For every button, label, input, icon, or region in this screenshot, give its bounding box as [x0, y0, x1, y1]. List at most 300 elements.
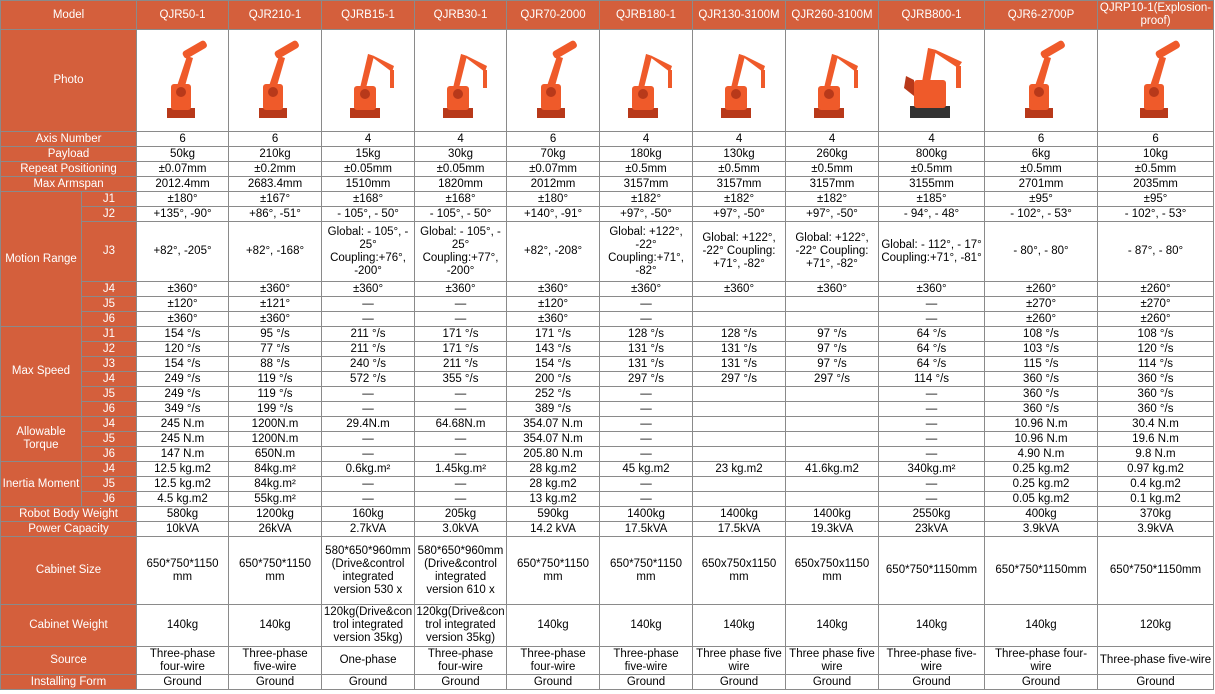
spec-value: 119 °/s	[229, 372, 322, 387]
spec-value: 29.4N.m	[322, 417, 415, 432]
spec-value: Global: - 105°, - 25° Coupling:+77°, -200°	[415, 222, 507, 282]
spec-value: +97°, -50°	[693, 207, 786, 222]
model-name: QJRB15-1	[322, 1, 415, 30]
robot-photo-icon	[892, 36, 972, 126]
spec-value: - 102°, - 53°	[985, 207, 1098, 222]
spec-value: ±120°	[137, 297, 229, 312]
spec-value: - 87°, - 80°	[1098, 222, 1214, 282]
spec-value: ±167°	[229, 192, 322, 207]
spec-value: 0.25 kg.m2	[985, 477, 1098, 492]
spec-value: Three-phase five-wire	[600, 647, 693, 675]
spec-value: Ground	[786, 675, 879, 690]
spec-value: 12.5 kg.m2	[137, 462, 229, 477]
spec-value: 64.68N.m	[415, 417, 507, 432]
spec-value	[786, 417, 879, 432]
spec-value: ±0.5mm	[600, 162, 693, 177]
spec-value: 17.5kVA	[693, 522, 786, 537]
spec-value: 4.90 N.m	[985, 447, 1098, 462]
row-label: Cabinet Weight	[1, 605, 137, 647]
spec-value: 2012.4mm	[137, 177, 229, 192]
spec-value: 30kg	[415, 147, 507, 162]
spec-value: 84kg.m²	[229, 462, 322, 477]
spec-value: 97 °/s	[786, 342, 879, 357]
spec-value: 650*750*1150 mm	[600, 537, 693, 605]
spec-value: 19.3kVA	[786, 522, 879, 537]
spec-value: - 94°, - 48°	[879, 207, 985, 222]
spec-value: 0.25 kg.m2	[985, 462, 1098, 477]
spec-value: ±360°	[879, 282, 985, 297]
spec-value: 28 kg.m2	[507, 477, 600, 492]
spec-value: 131 °/s	[693, 342, 786, 357]
spec-value: 6kg	[985, 147, 1098, 162]
spec-value: 10.96 N.m	[985, 417, 1098, 432]
spec-value: ±360°	[600, 282, 693, 297]
joint-label: J5	[82, 297, 137, 312]
spec-value: 245 N.m	[137, 432, 229, 447]
spec-value	[786, 477, 879, 492]
spec-value: 15kg	[322, 147, 415, 162]
spec-value: —	[322, 297, 415, 312]
spec-value: ±270°	[1098, 297, 1214, 312]
spec-value: 13 kg.m2	[507, 492, 600, 507]
model-name: QJRP10-1(Explosion-proof)	[1098, 1, 1214, 30]
spec-value: 128 °/s	[600, 327, 693, 342]
spec-value: 17.5kVA	[600, 522, 693, 537]
spec-value: Three-phase five-wire	[1098, 647, 1214, 675]
spec-value: Three-phase four-wire	[985, 647, 1098, 675]
spec-value: 650x750x1150 mm	[786, 537, 879, 605]
spec-value: 180kg	[600, 147, 693, 162]
spec-value: 205kg	[415, 507, 507, 522]
model-name: QJR210-1	[229, 1, 322, 30]
spec-value: - 105°, - 50°	[415, 207, 507, 222]
spec-value: —	[879, 387, 985, 402]
spec-value: 650*750*1150 mm	[229, 537, 322, 605]
robot-photo-icon	[792, 36, 872, 126]
spec-value: 3157mm	[786, 177, 879, 192]
spec-value: 103 °/s	[985, 342, 1098, 357]
spec-value: 154 °/s	[137, 357, 229, 372]
joint-label: J6	[82, 312, 137, 327]
spec-value: —	[322, 312, 415, 327]
spec-value: 360 °/s	[985, 402, 1098, 417]
photo-label: Photo	[1, 30, 137, 132]
spec-value: 2683.4mm	[229, 177, 322, 192]
spec-value: —	[322, 477, 415, 492]
spec-value: 4.5 kg.m2	[137, 492, 229, 507]
spec-value: 140kg	[229, 605, 322, 647]
spec-value: 340kg.m²	[879, 462, 985, 477]
spec-value: ±0.5mm	[985, 162, 1098, 177]
spec-value: 97 °/s	[786, 357, 879, 372]
robot-photo-cell	[985, 30, 1098, 132]
robot-photo-cell	[1098, 30, 1214, 132]
spec-value: ±0.05mm	[415, 162, 507, 177]
model-name: QJR130-3100M	[693, 1, 786, 30]
spec-value: 131 °/s	[600, 357, 693, 372]
spec-value: —	[322, 387, 415, 402]
spec-value: 95 °/s	[229, 327, 322, 342]
spec-value: ±120°	[507, 297, 600, 312]
spec-value: 4	[322, 132, 415, 147]
spec-value	[693, 297, 786, 312]
spec-value: 650x750x1150 mm	[693, 537, 786, 605]
robot-photo-icon	[1116, 36, 1196, 126]
spec-value: 360 °/s	[1098, 387, 1214, 402]
spec-value: —	[415, 312, 507, 327]
spec-value: 1820mm	[415, 177, 507, 192]
joint-label: J4	[82, 372, 137, 387]
spec-value: 55kg.m²	[229, 492, 322, 507]
spec-value: 97 °/s	[786, 327, 879, 342]
joint-label: J6	[82, 447, 137, 462]
spec-value: ±360°	[137, 312, 229, 327]
spec-value: 14.2 kVA	[507, 522, 600, 537]
spec-value: 3.9kVA	[985, 522, 1098, 537]
spec-value: Ground	[322, 675, 415, 690]
spec-value: Ground	[507, 675, 600, 690]
spec-value: 580*650*960mm (Drive&control integrated version 530 x	[322, 537, 415, 605]
spec-value: ±360°	[693, 282, 786, 297]
spec-value: Three-phase four-wire	[415, 647, 507, 675]
spec-value: 360 °/s	[985, 387, 1098, 402]
spec-value: 3.0kVA	[415, 522, 507, 537]
group-label: Max Speed	[1, 327, 82, 417]
spec-value: ±95°	[1098, 192, 1214, 207]
robot-photo-cell	[786, 30, 879, 132]
spec-value: 650*750*1150 mm	[137, 537, 229, 605]
spec-value: ±0.07mm	[507, 162, 600, 177]
spec-value: —	[879, 402, 985, 417]
spec-value: 77 °/s	[229, 342, 322, 357]
spec-value: 154 °/s	[507, 357, 600, 372]
spec-value: +135°, -90°	[137, 207, 229, 222]
robot-photo-cell	[322, 30, 415, 132]
group-label: Allowable Torque	[1, 417, 82, 462]
spec-value: 0.6kg.m²	[322, 462, 415, 477]
joint-label: J5	[82, 387, 137, 402]
spec-value: 119 °/s	[229, 387, 322, 402]
joint-label: J6	[82, 492, 137, 507]
spec-value: ±180°	[507, 192, 600, 207]
spec-value: 199 °/s	[229, 402, 322, 417]
joint-label: J5	[82, 477, 137, 492]
spec-value: 650*750*1150 mm	[507, 537, 600, 605]
spec-value: +82°, -168°	[229, 222, 322, 282]
spec-value: ±260°	[1098, 282, 1214, 297]
spec-value: +82°, -205°	[137, 222, 229, 282]
spec-value: —	[415, 477, 507, 492]
spec-value: ±360°	[786, 282, 879, 297]
spec-value: 115 °/s	[985, 357, 1098, 372]
spec-value: —	[600, 492, 693, 507]
spec-value: 30.4 N.m	[1098, 417, 1214, 432]
spec-value	[786, 432, 879, 447]
robot-photo-icon	[235, 36, 315, 126]
spec-value: 140kg	[600, 605, 693, 647]
spec-value: Global: +122°, -22° Coupling: +71°, -82°	[786, 222, 879, 282]
spec-value: ±360°	[507, 312, 600, 327]
robot-photo-cell	[879, 30, 985, 132]
spec-value: Three phase five wire	[693, 647, 786, 675]
spec-value: 354.07 N.m	[507, 417, 600, 432]
spec-value: ±260°	[1098, 312, 1214, 327]
row-label: Repeat Positioning	[1, 162, 137, 177]
spec-value: 120 °/s	[137, 342, 229, 357]
spec-value: 1510mm	[322, 177, 415, 192]
spec-value: 140kg	[507, 605, 600, 647]
spec-value: ±360°	[322, 282, 415, 297]
spec-value: 143 °/s	[507, 342, 600, 357]
spec-value: 211 °/s	[322, 327, 415, 342]
spec-value: —	[879, 477, 985, 492]
joint-label: J4	[82, 462, 137, 477]
spec-value: 370kg	[1098, 507, 1214, 522]
spec-value: —	[415, 297, 507, 312]
spec-value: 249 °/s	[137, 387, 229, 402]
spec-value: 800kg	[879, 147, 985, 162]
spec-value: 50kg	[137, 147, 229, 162]
spec-value: ±182°	[693, 192, 786, 207]
spec-value: Global: +122°, -22° Coupling: +71°, -82°	[693, 222, 786, 282]
spec-value: 360 °/s	[985, 372, 1098, 387]
spec-value: ±182°	[786, 192, 879, 207]
spec-value: 355 °/s	[415, 372, 507, 387]
robot-photo-cell	[229, 30, 322, 132]
spec-value: ±180°	[137, 192, 229, 207]
spec-value: 2035mm	[1098, 177, 1214, 192]
model-name: QJRB800-1	[879, 1, 985, 30]
robot-photo-cell	[137, 30, 229, 132]
spec-value: 2701mm	[985, 177, 1098, 192]
spec-value: - 80°, - 80°	[985, 222, 1098, 282]
spec-value: 45 kg.m2	[600, 462, 693, 477]
robot-photo-icon	[513, 36, 593, 126]
spec-value: 349 °/s	[137, 402, 229, 417]
model-name: QJRB180-1	[600, 1, 693, 30]
spec-value: —	[415, 492, 507, 507]
spec-value: —	[600, 447, 693, 462]
spec-value: ±0.05mm	[322, 162, 415, 177]
spec-value: 1400kg	[600, 507, 693, 522]
spec-value: 590kg	[507, 507, 600, 522]
row-label: Robot Body Weight	[1, 507, 137, 522]
spec-value: 6	[985, 132, 1098, 147]
joint-label: J5	[82, 432, 137, 447]
robot-photo-cell	[415, 30, 507, 132]
spec-value: 120kg(Drive&control integrated version 35kg)	[322, 605, 415, 647]
spec-value: 2.7kVA	[322, 522, 415, 537]
spec-value: 114 °/s	[1098, 357, 1214, 372]
row-label: Cabinet Size	[1, 537, 137, 605]
spec-value: - 105°, - 50°	[322, 207, 415, 222]
spec-value: Ground	[985, 675, 1098, 690]
spec-value: 1400kg	[693, 507, 786, 522]
spec-value: 120kg	[1098, 605, 1214, 647]
spec-value: 131 °/s	[693, 357, 786, 372]
spec-value: 64 °/s	[879, 357, 985, 372]
joint-label: J2	[82, 207, 137, 222]
spec-value: —	[600, 402, 693, 417]
model-name: QJR70-2000	[507, 1, 600, 30]
joint-label: J3	[82, 357, 137, 372]
spec-value: —	[415, 447, 507, 462]
spec-value: 6	[1098, 132, 1214, 147]
spec-value: 360 °/s	[1098, 372, 1214, 387]
spec-value: —	[600, 297, 693, 312]
spec-value: Ground	[137, 675, 229, 690]
spec-value: 252 °/s	[507, 387, 600, 402]
spec-value: 140kg	[786, 605, 879, 647]
spec-value: 3157mm	[693, 177, 786, 192]
spec-value: —	[600, 477, 693, 492]
spec-value: —	[415, 402, 507, 417]
spec-value: —	[600, 432, 693, 447]
spec-value: ±95°	[985, 192, 1098, 207]
spec-value: 140kg	[985, 605, 1098, 647]
spec-value: 1200kg	[229, 507, 322, 522]
spec-value: 120 °/s	[1098, 342, 1214, 357]
spec-value: —	[879, 492, 985, 507]
spec-value: 140kg	[137, 605, 229, 647]
spec-value: 171 °/s	[415, 327, 507, 342]
spec-value: ±0.2mm	[229, 162, 322, 177]
spec-value: 171 °/s	[507, 327, 600, 342]
spec-value: One-phase	[322, 647, 415, 675]
spec-value: Three-phase four-wire	[137, 647, 229, 675]
spec-value: Ground	[600, 675, 693, 690]
spec-value: Ground	[1098, 675, 1214, 690]
spec-value: 6	[507, 132, 600, 147]
spec-value: 4	[786, 132, 879, 147]
model-name: QJR50-1	[137, 1, 229, 30]
spec-value: 108 °/s	[985, 327, 1098, 342]
spec-value: ±0.5mm	[693, 162, 786, 177]
robot-photo-icon	[699, 36, 779, 126]
spec-value: 360 °/s	[1098, 402, 1214, 417]
spec-value	[786, 312, 879, 327]
spec-value: 128 °/s	[693, 327, 786, 342]
row-label: Power Capacity	[1, 522, 137, 537]
robot-photo-icon	[1001, 36, 1081, 126]
row-label: Source	[1, 647, 137, 675]
spec-value: +86°, -51°	[229, 207, 322, 222]
spec-value: 140kg	[693, 605, 786, 647]
robot-photo-cell	[600, 30, 693, 132]
spec-value: 245 N.m	[137, 417, 229, 432]
robot-photo-icon	[421, 36, 501, 126]
spec-value: 249 °/s	[137, 372, 229, 387]
spec-value	[786, 447, 879, 462]
spec-value: —	[322, 432, 415, 447]
spec-value	[693, 417, 786, 432]
spec-value: 650*750*1150mm	[985, 537, 1098, 605]
spec-value: —	[415, 387, 507, 402]
spec-value: 260kg	[786, 147, 879, 162]
spec-value: 64 °/s	[879, 342, 985, 357]
spec-value: 4	[879, 132, 985, 147]
spec-value: 200 °/s	[507, 372, 600, 387]
spec-value: 28 kg.m2	[507, 462, 600, 477]
spec-value: ±360°	[415, 282, 507, 297]
spec-value: 26kVA	[229, 522, 322, 537]
row-label: Axis Number	[1, 132, 137, 147]
spec-value	[786, 402, 879, 417]
row-label: Max Armspan	[1, 177, 137, 192]
spec-value: Global: - 105°, - 25° Coupling:+76°, -200°	[322, 222, 415, 282]
spec-value: —	[600, 387, 693, 402]
spec-value: 0.1 kg.m2	[1098, 492, 1214, 507]
spec-value: Three phase five wire	[786, 647, 879, 675]
joint-label: J4	[82, 282, 137, 297]
row-label: Payload	[1, 147, 137, 162]
spec-value: 400kg	[985, 507, 1098, 522]
spec-value: 70kg	[507, 147, 600, 162]
spec-value: 389 °/s	[507, 402, 600, 417]
spec-value: 4	[600, 132, 693, 147]
spec-value: Global: +122°, -22° Coupling:+71°, -82°	[600, 222, 693, 282]
spec-value: 130kg	[693, 147, 786, 162]
spec-value: Ground	[415, 675, 507, 690]
spec-value: 12.5 kg.m2	[137, 477, 229, 492]
spec-value: —	[879, 417, 985, 432]
spec-value: ±182°	[600, 192, 693, 207]
joint-label: J2	[82, 342, 137, 357]
spec-value: —	[322, 402, 415, 417]
spec-value: +97°, -50°	[786, 207, 879, 222]
spec-value: 6	[137, 132, 229, 147]
spec-value: 1.45kg.m²	[415, 462, 507, 477]
spec-value: 650*750*1150mm	[879, 537, 985, 605]
model-name: QJR260-3100M	[786, 1, 879, 30]
spec-value: 41.6kg.m2	[786, 462, 879, 477]
spec-value: ±0.5mm	[1098, 162, 1214, 177]
spec-value: —	[600, 312, 693, 327]
spec-value: 0.97 kg.m2	[1098, 462, 1214, 477]
spec-value: 4	[415, 132, 507, 147]
group-label: Inertia Moment	[1, 462, 82, 507]
spec-value: Global: - 112°, - 17° Coupling:+71°, -81°	[879, 222, 985, 282]
spec-value: 2550kg	[879, 507, 985, 522]
spec-value: ±360°	[229, 282, 322, 297]
spec-value: 3157mm	[600, 177, 693, 192]
spec-value: 6	[229, 132, 322, 147]
spec-value: —	[600, 417, 693, 432]
spec-value: Ground	[879, 675, 985, 690]
spec-value: 10kg	[1098, 147, 1214, 162]
spec-value: 210kg	[229, 147, 322, 162]
robot-photo-cell	[693, 30, 786, 132]
spec-value: 4	[693, 132, 786, 147]
spec-value: ±260°	[985, 312, 1098, 327]
spec-value: ±0.07mm	[137, 162, 229, 177]
model-name: QJRB30-1	[415, 1, 507, 30]
robot-photo-icon	[143, 36, 223, 126]
spec-value: 1200N.m	[229, 417, 322, 432]
spec-value: ±270°	[985, 297, 1098, 312]
spec-value: —	[879, 312, 985, 327]
spec-value: 354.07 N.m	[507, 432, 600, 447]
spec-value	[693, 447, 786, 462]
spec-value: 1400kg	[786, 507, 879, 522]
spec-value: +97°, -50°	[600, 207, 693, 222]
spec-value: 160kg	[322, 507, 415, 522]
spec-value: 140kg	[879, 605, 985, 647]
spec-value: 108 °/s	[1098, 327, 1214, 342]
robot-photo-icon	[328, 36, 408, 126]
robot-photo-cell	[507, 30, 600, 132]
spec-value: 650N.m	[229, 447, 322, 462]
